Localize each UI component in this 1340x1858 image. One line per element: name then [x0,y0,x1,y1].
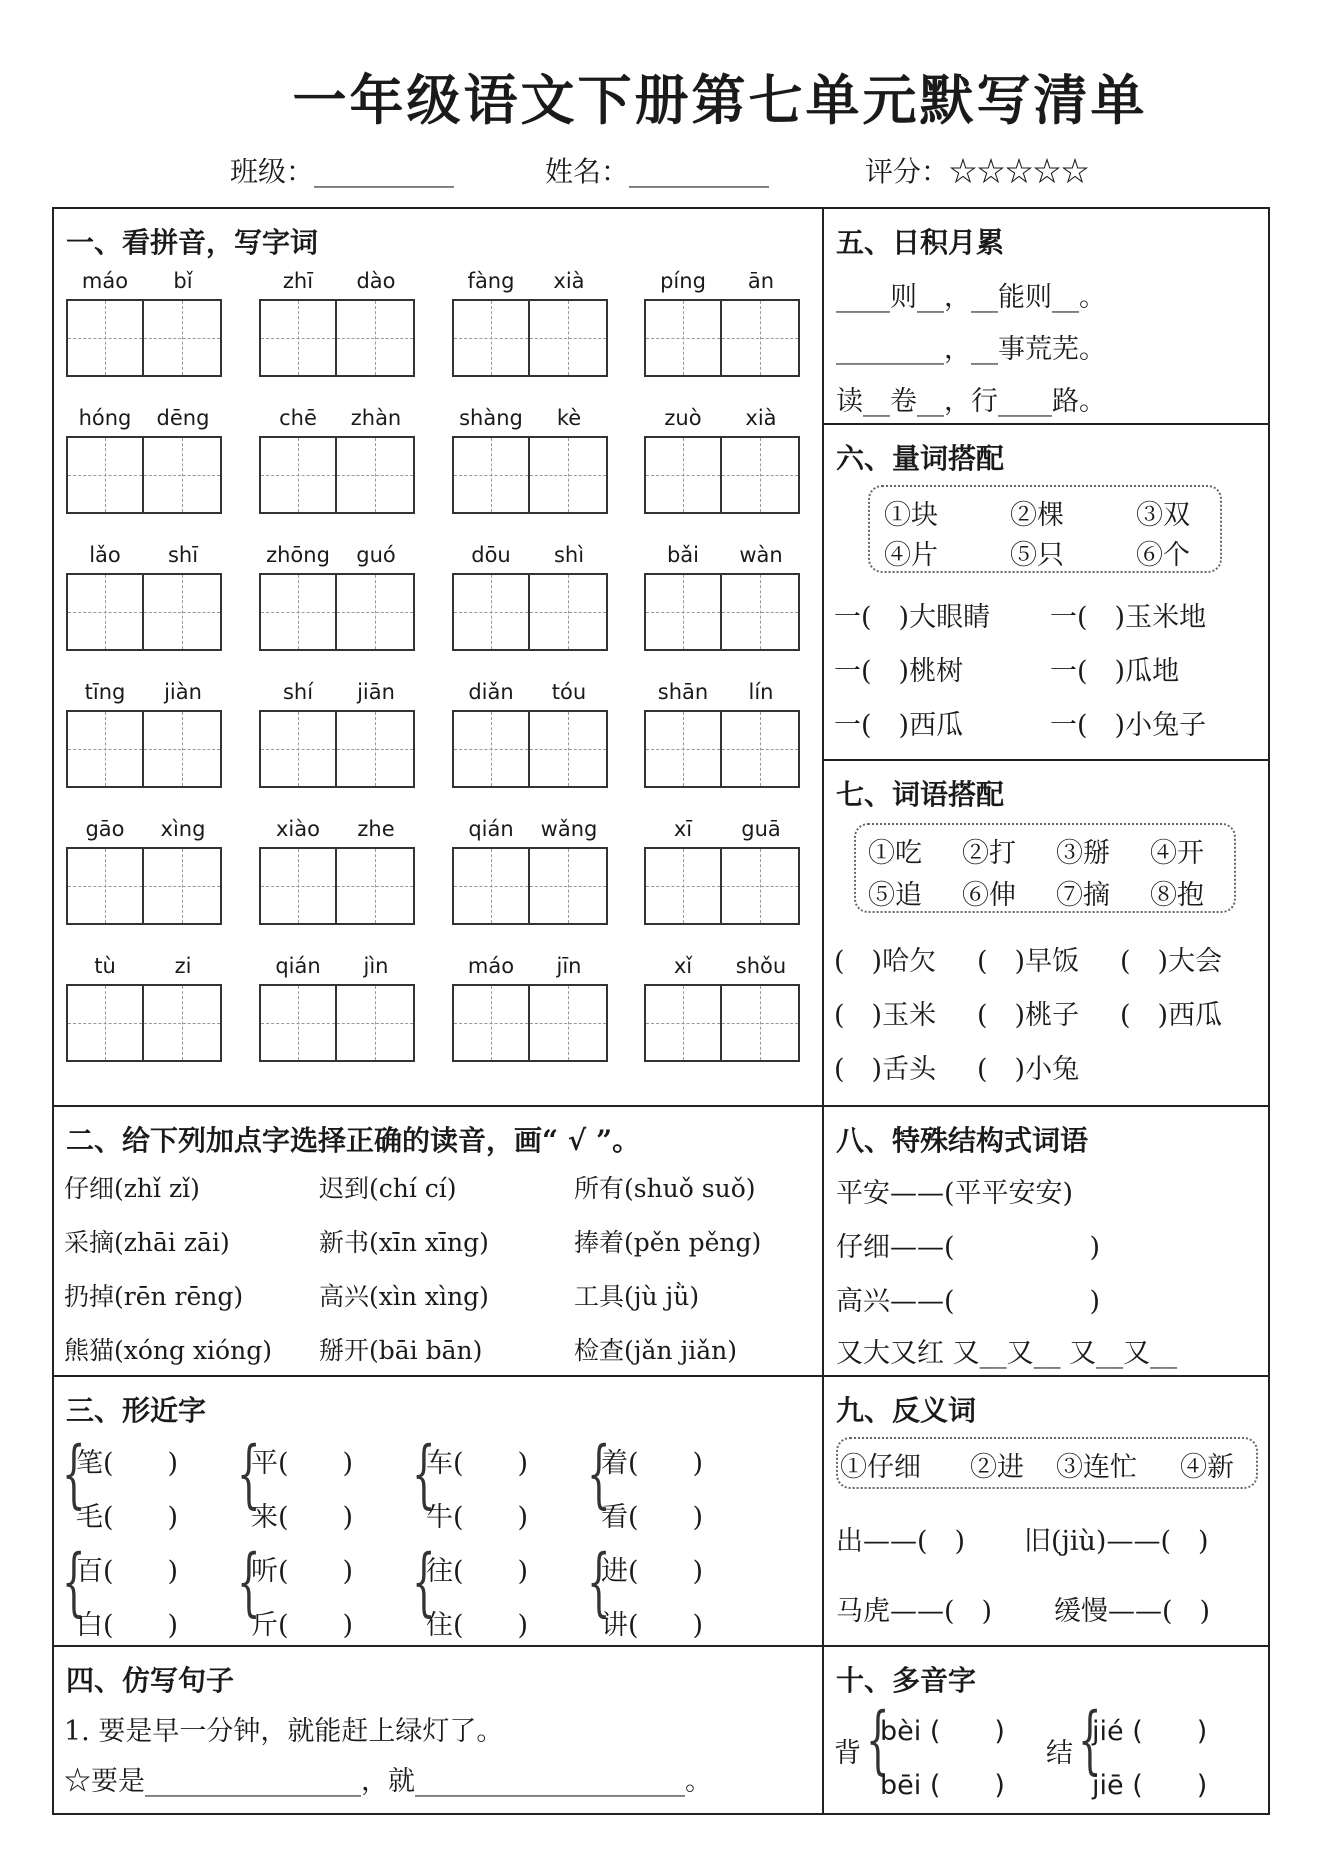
writing-cell[interactable] [646,575,722,649]
pinyin-word [66,406,222,524]
writing-boxes[interactable] [452,984,608,1062]
writing-cell[interactable] [722,849,798,923]
writing-cell[interactable] [68,438,144,512]
brace-symbol: { [237,1431,261,1517]
writing-boxes[interactable] [644,847,800,925]
writing-cell[interactable] [144,849,220,923]
measure-word-item[interactable]: 一( )玉米地 [1050,602,1207,633]
section-title: 一、看拼音，写字词 [66,226,319,259]
section-title: 九、反义词 [836,1394,977,1427]
pronunciation-item[interactable]: 掰开(bāi bān) [319,1336,483,1365]
writing-cell[interactable] [144,712,220,786]
antonym-item[interactable]: 旧(jiù)——( ) [1024,1526,1209,1557]
pinyin-label: shǒu [735,954,787,978]
pronunciation-item[interactable]: 扔掉(rēn rēng) [64,1282,244,1311]
similar-char-item[interactable]: 牛( ) [426,1502,529,1533]
pinyin-label: dào [356,269,396,293]
writing-cell[interactable] [68,301,144,375]
writing-cell[interactable] [646,986,722,1060]
polyphone-reading[interactable]: bēi ( ) [880,1770,1005,1801]
writing-cell[interactable] [337,575,413,649]
brace-symbol: { [587,1539,611,1625]
similar-char-item[interactable]: 住( ) [426,1610,529,1641]
writing-cell[interactable] [646,301,722,375]
pinyin-word [259,406,415,524]
pinyin-word [644,406,800,524]
antonym-option: ①仔细 [840,1452,921,1483]
pronunciation-item[interactable]: 所有(shuǒ suǒ) [574,1174,756,1203]
example-line: 平安——(平平安安) [836,1178,1074,1209]
pinyin-label: qián [468,817,514,841]
section-antonyms [824,1377,1270,1645]
similar-char-group [412,1539,582,1645]
pinyin-word [259,680,415,798]
word-match-item[interactable]: ( )舌头 [834,1054,937,1085]
pinyin-word [452,680,608,798]
writing-boxes[interactable] [66,436,222,514]
antonym-item[interactable]: 缓慢——( ) [1054,1596,1211,1627]
pinyin-word [644,543,800,661]
writing-cell[interactable] [454,712,530,786]
pinyin-label: shī [167,543,199,567]
writing-cell[interactable] [337,986,413,1060]
pinyin-word [452,817,608,935]
pinyin-label: zuò [664,406,702,430]
verb-option: ⑦摘 [1056,880,1110,911]
polyphone-char: 结 [1046,1738,1073,1769]
similar-char-item[interactable]: 毛( ) [76,1502,179,1533]
polyphone-brace: { jié ( ) jiē ( ) [1078,1697,1208,1801]
writing-boxes[interactable] [66,710,222,788]
pinyin-label: tóu [551,680,587,704]
pinyin-label: shì [553,543,585,567]
writing-boxes[interactable] [259,984,415,1062]
fill-line[interactable]: 又大又红 又__又__ 又__又__ [836,1338,1178,1369]
writing-cell[interactable] [454,986,530,1060]
writing-boxes[interactable] [452,436,608,514]
pinyin-label: máo [467,954,515,978]
similar-char-item[interactable]: 讲( ) [601,1610,704,1641]
writing-cell[interactable] [530,575,606,649]
pinyin-label: jīn [556,954,582,978]
section-word-match [824,761,1270,1105]
polyphone-reading[interactable]: jié ( ) [1092,1716,1208,1747]
writing-boxes[interactable] [66,984,222,1062]
writing-cell[interactable] [530,301,606,375]
word-match-item[interactable]: ( )西瓜 [1120,1000,1223,1031]
writing-cell[interactable] [144,301,220,375]
antonym-item[interactable]: 出——( ) [836,1526,966,1557]
pinyin-word [452,406,608,524]
writing-boxes[interactable] [452,710,608,788]
writing-cell[interactable] [68,849,144,923]
pinyin-word [66,543,222,661]
writing-boxes[interactable] [259,847,415,925]
writing-boxes[interactable] [66,573,222,651]
pinyin-label: diǎn [468,680,514,704]
writing-cell[interactable] [722,301,798,375]
pinyin-label: guā [741,817,781,841]
writing-cell[interactable] [337,712,413,786]
writing-cell[interactable] [261,986,337,1060]
similar-char-item[interactable]: 百( ) [76,1556,179,1587]
writing-cell[interactable] [261,849,337,923]
measure-word-item[interactable]: 一( )小兔子 [1050,710,1207,741]
pronunciation-item[interactable]: 迟到(chí cí) [319,1174,457,1203]
polyphone-brace: { bèi ( ) bēi ( ) [866,1697,1005,1801]
pinyin-label: gāo [85,817,125,841]
pinyin-label: qián [275,954,321,978]
pinyin-label: shān [657,680,709,704]
pinyin-label: wǎng [540,817,598,841]
section-similar-chars [54,1377,822,1645]
antonym-option: ②进 [970,1452,1024,1483]
section-sentence [54,1647,822,1813]
brace-symbol: { [237,1539,261,1625]
writing-cell[interactable] [144,986,220,1060]
word-match-item[interactable]: ( )早饭 [977,946,1080,977]
verb-option: ⑥伸 [962,880,1016,911]
pinyin-label: chē [279,406,317,430]
fill-line[interactable]: ____则__，__能则__。 [836,282,1106,313]
section-title: 五、日积月累 [836,226,1005,259]
writing-boxes[interactable] [259,710,415,788]
verb-option: ⑧抱 [1150,880,1204,911]
measure-word-item[interactable]: 一( )西瓜 [834,710,964,741]
writing-cell[interactable] [68,575,144,649]
word-match-item[interactable]: ( )哈欠 [834,946,937,977]
worksheet [52,207,1270,1815]
pinyin-label: bǎi [666,543,700,567]
section-accumulation [824,209,1270,423]
writing-cell[interactable] [646,438,722,512]
section-polyphones [824,1647,1270,1813]
similar-char-item[interactable]: 笔( ) [76,1448,179,1479]
pinyin-label: xìng [160,817,206,841]
pronunciation-item[interactable]: 采摘(zhāi zāi) [64,1228,230,1257]
brace-symbol: { [587,1431,611,1517]
pinyin-label: jìn [363,954,389,978]
pronunciation-item[interactable]: 高兴(xìn xìng) [319,1282,489,1311]
writing-cell[interactable] [454,849,530,923]
similar-char-group [412,1431,582,1537]
writing-boxes[interactable] [644,436,800,514]
similar-char-item[interactable]: 斤( ) [251,1610,354,1641]
polyphone-char: 背 [834,1738,861,1769]
pronunciation-item[interactable]: 新书(xīn xīng) [319,1228,489,1257]
writing-cell[interactable] [722,986,798,1060]
measure-word-option: ③双 [1136,500,1190,531]
pronunciation-item[interactable]: 捧着(pěn pěng) [574,1228,762,1257]
pinyin-label: jiān [357,680,395,704]
writing-cell[interactable] [722,438,798,512]
writing-cell[interactable] [261,712,337,786]
pinyin-word [66,817,222,935]
pinyin-label: ān [747,269,775,293]
similar-char-item[interactable]: 听( ) [251,1556,354,1587]
writing-cell[interactable] [646,712,722,786]
pinyin-word [452,954,608,1072]
antonym-item[interactable]: 马虎——( ) [836,1596,993,1627]
section-title: 三、形近字 [66,1394,207,1427]
writing-boxes[interactable] [644,984,800,1062]
similar-char-item[interactable]: 看( ) [601,1502,704,1533]
similar-char-group [587,1539,757,1645]
section-title: 八、特殊结构式词语 [836,1124,1089,1157]
pinyin-word [259,954,415,1072]
pronunciation-item[interactable]: 检查(jǎn jiǎn) [574,1336,737,1365]
brace-symbol: { [412,1431,436,1517]
pinyin-label: zhī [282,269,314,293]
pronunciation-item[interactable]: 仔细(zhǐ zǐ) [64,1174,200,1203]
similar-char-item[interactable]: 来( ) [251,1502,354,1533]
pinyin-label: shàng [459,406,523,430]
writing-cell[interactable] [144,438,220,512]
similar-char-item[interactable]: 白( ) [76,1610,179,1641]
measure-word-option: ①块 [884,500,938,531]
antonym-option: ④新 [1180,1452,1234,1483]
similar-char-item[interactable]: 往( ) [426,1556,529,1587]
section-pinyin [54,209,822,1105]
writing-boxes[interactable] [452,299,608,377]
writing-cell[interactable] [261,438,337,512]
pinyin-label: xī [673,817,693,841]
fill-line[interactable]: 仔细——( ) [836,1232,1101,1263]
pinyin-word [66,269,222,387]
verb-option: ③掰 [1056,838,1110,869]
section-title: 十、多音字 [836,1664,977,1697]
pinyin-label: tù [94,954,116,978]
similar-char-group [237,1539,407,1645]
writing-cell[interactable] [454,301,530,375]
pinyin-label: xià [553,269,585,293]
similar-char-item[interactable]: 平( ) [251,1448,354,1479]
polyphone-reading[interactable]: bèi ( ) [880,1716,1005,1747]
writing-boxes[interactable] [452,847,608,925]
writing-cell[interactable] [454,438,530,512]
measure-word-option: ④片 [884,540,938,571]
word-match-item[interactable]: ( )玉米 [834,1000,937,1031]
pinyin-label: jiàn [164,680,202,704]
pinyin-label: lín [748,680,774,704]
pinyin-label: shí [282,680,314,704]
pinyin-label: zhōng [266,543,330,567]
writing-cell[interactable] [68,712,144,786]
writing-cell[interactable] [261,301,337,375]
pinyin-label: zi [174,954,192,978]
writing-cell[interactable] [646,849,722,923]
pinyin-word [452,543,608,661]
writing-cell[interactable] [722,575,798,649]
pinyin-label: xǐ [673,954,693,978]
writing-cell[interactable] [454,575,530,649]
example-sentence: 1. 要是早一分钟，就能赶上绿灯了。 [64,1716,504,1747]
section-title: 二、给下列加点字选择正确的读音，画“ √ ”。 [66,1124,641,1157]
measure-word-option: ⑤只 [1010,540,1064,571]
pinyin-word [644,680,800,798]
similar-char-item[interactable]: 车( ) [426,1448,529,1479]
similar-char-group [587,1431,757,1537]
writing-cell[interactable] [261,575,337,649]
writing-cell[interactable] [530,712,606,786]
writing-cell[interactable] [337,301,413,375]
similar-char-item[interactable]: 着( ) [601,1448,704,1479]
measure-word-item[interactable]: 一( )大眼睛 [834,602,991,633]
measure-word-item[interactable]: 一( )瓜地 [1050,656,1180,687]
pinyin-label: píng [660,269,706,293]
pinyin-word [259,269,415,387]
verb-option: ②打 [962,838,1016,869]
pinyin-label: wàn [739,543,783,567]
writing-boxes[interactable] [259,436,415,514]
pinyin-word [66,954,222,1072]
pronunciation-item[interactable]: 熊猫(xóng xióng) [64,1336,272,1365]
writing-boxes[interactable] [644,299,800,377]
verb-option: ⑤追 [868,880,922,911]
sentence-blank[interactable]: ☆要是________________，就____________________。 [64,1766,712,1797]
pinyin-label: zhe [357,817,395,841]
measure-word-option: ②棵 [1010,500,1064,531]
pinyin-label: dēng [156,406,210,430]
fill-line[interactable]: 读__卷__，行____路。 [836,386,1106,417]
writing-boxes[interactable] [644,710,800,788]
word-match-item[interactable]: ( )大会 [1120,946,1223,977]
verb-option: ①吃 [868,838,922,869]
similar-char-group [62,1431,232,1537]
similar-char-item[interactable]: 进( ) [601,1556,704,1587]
fill-line[interactable]: ________，__事荒芜。 [836,334,1106,365]
section-reading [54,1107,822,1375]
antonym-option: ③连忙 [1056,1452,1137,1483]
measure-word-item[interactable]: 一( )桃树 [834,656,964,687]
pinyin-label: tīng [84,680,126,704]
pinyin-label: dōu [471,543,511,567]
section-title: 四、仿写句子 [66,1664,235,1697]
pinyin-label: bǐ [173,269,193,293]
class-field[interactable]: 班级：__________ [230,155,455,188]
writing-cell[interactable] [530,986,606,1060]
writing-boxes[interactable] [66,847,222,925]
pinyin-label: lǎo [89,543,121,567]
pinyin-word [644,954,800,1072]
brace-symbol: { [62,1431,86,1517]
writing-cell[interactable] [530,438,606,512]
writing-cell[interactable] [722,712,798,786]
pronunciation-item[interactable]: 工具(jù jǜ) [574,1282,700,1311]
word-match-item[interactable]: ( )桃子 [977,1000,1080,1031]
section-measure-words [824,425,1270,759]
fill-line[interactable]: 高兴——( ) [836,1286,1101,1317]
pinyin-label: fàng [467,269,515,293]
writing-cell[interactable] [68,986,144,1060]
pinyin-label: zhàn [350,406,402,430]
pinyin-label: guó [356,543,396,567]
pinyin-word [259,817,415,935]
writing-cell[interactable] [530,849,606,923]
word-match-item[interactable]: ( )小兔 [977,1054,1080,1085]
verb-option: ④开 [1150,838,1204,869]
pinyin-label: xià [745,406,777,430]
polyphone-reading[interactable]: jiē ( ) [1092,1770,1208,1801]
writing-boxes[interactable] [259,573,415,651]
pinyin-word [452,269,608,387]
brace-symbol: { [412,1539,436,1625]
brace-symbol: { [62,1539,86,1625]
similar-char-group [62,1539,232,1645]
measure-word-option: ⑥个 [1136,540,1190,571]
pinyin-label: kè [556,406,582,430]
pinyin-label: máo [81,269,129,293]
writing-boxes[interactable] [66,299,222,377]
section-title: 七、词语搭配 [836,778,1005,811]
similar-char-group [237,1431,407,1537]
pinyin-word [644,269,800,387]
score-field: 评分：☆☆☆☆☆ [865,155,1090,188]
writing-boxes[interactable] [644,573,800,651]
pinyin-label: xiào [276,817,320,841]
writing-cell[interactable] [337,849,413,923]
pinyin-word [259,543,415,661]
writing-cell[interactable] [337,438,413,512]
section-special-words [824,1107,1270,1375]
pinyin-label: hóng [78,406,132,430]
writing-boxes[interactable] [259,299,415,377]
writing-cell[interactable] [144,575,220,649]
pinyin-word [66,680,222,798]
pinyin-word [644,817,800,935]
writing-boxes[interactable] [452,573,608,651]
section-title: 六、量词搭配 [836,442,1005,475]
name-field[interactable]: 姓名：__________ [545,155,770,188]
page-title: 一年级语文下册第七单元默写清单 [292,68,1148,132]
